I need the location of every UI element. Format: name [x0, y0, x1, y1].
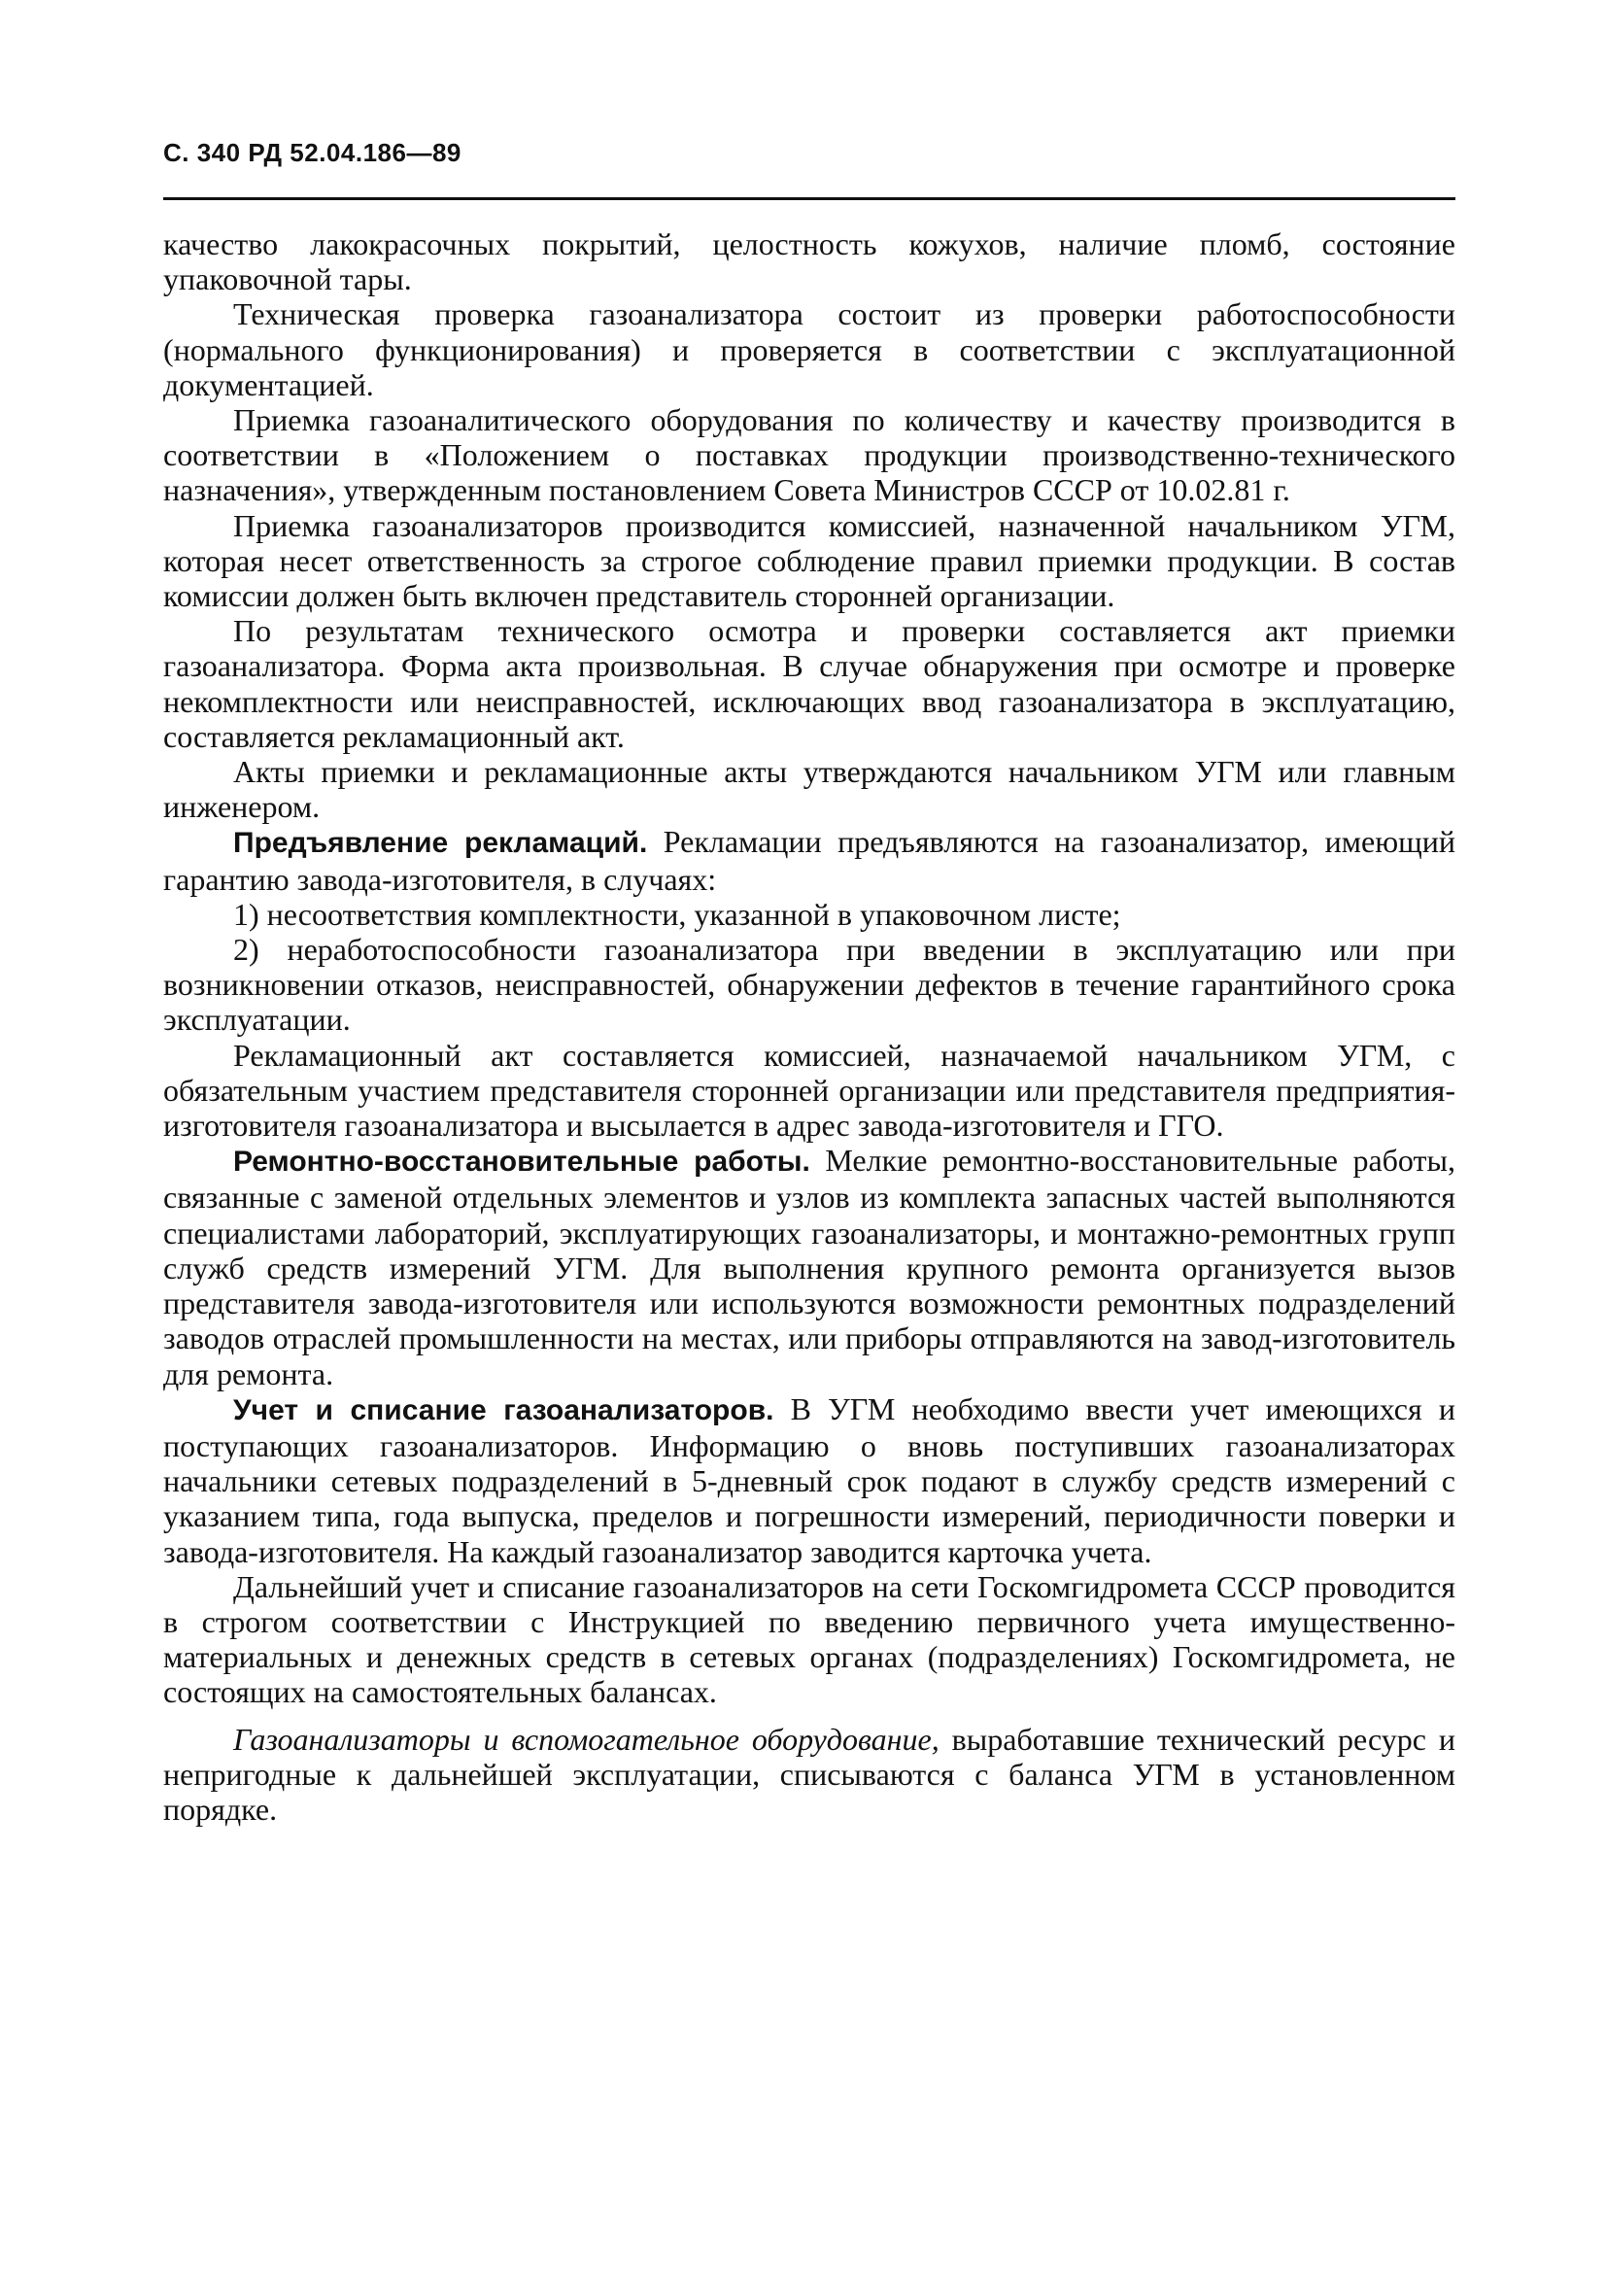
list-item-2 — [163, 932, 1455, 1038]
header-rule — [163, 197, 1455, 200]
paragraph-acceptance-equipment — [163, 402, 1455, 508]
running-head: С. 340 РД 52.04.186—89 — [163, 138, 461, 167]
paragraph-text: Приемка газоаналитического оборудования по количеству и качеству производится в соответствии в «Положением о поставках продукции производственно-технического назначения», утвержденным постановлением Совета Министров СССР от 10.02.81 г. — [163, 402, 1455, 508]
section-heading-claims: Предъявление рекламаций. — [233, 827, 648, 860]
list-item-1 — [163, 897, 1455, 932]
paragraph-text: Дальнейший учет и списание газоанализаторов на сети Госкомгидромета СССР проводится в строгом соответствии с Инструкцией по введению первичного учета имущественно-материальных и денежных средств в сетевых органах (подразделениях) Госкомгидромета, не состоящих на самостоятельных балансах. — [163, 1568, 1455, 1710]
paragraph-text: Рекламации предъявляются на газоанализатор, имеющий гарантию завода-изготовителя, в случаях: — [163, 824, 1455, 897]
paragraph-claim-act — [163, 1038, 1455, 1144]
list-item-text: 1) несоответствия комплектности, указанной в упаковочном листе; — [233, 896, 1121, 932]
paragraph-further-accounting — [163, 1569, 1455, 1710]
paragraph-claims — [163, 824, 1455, 896]
paragraph-repair — [163, 1143, 1455, 1390]
paragraph-text: Приемка газоанализаторов производится комиссией, назначенной начальником УГМ, которая несет ответственность за строгое соблюдение правил приемки продукции. В состав комиссии должен быть включен представитель сторонней организации. — [163, 507, 1455, 614]
paragraph-inspection-results — [163, 613, 1455, 754]
paragraph-text: качество лакокрасочных покрытий, целостность кожухов, наличие пломб, состояние упаковочной тары. — [163, 226, 1455, 297]
paragraph-write-off — [163, 1722, 1455, 1828]
list-item-text: 2) неработоспособности газоанализатора при введении в эксплуатацию или при возникновении отказов, неисправностей, обнаружении дефектов в течение гарантийного срока эксплуатации. — [163, 932, 1455, 1038]
paragraph-text: Техническая проверка газоанализатора состоит из проверки работоспособности (нормального функционирования) и проверяется в соответствии с эксплуатационной документацией. — [163, 296, 1455, 402]
paragraph-text: По результатам технического осмотра и проверки составляется акт приемки газоанализатора. Форма акта произвольная. В случае обнаружения при осмотре и проверке некомплектности или неисправностей, исключающих ввод газоанализатора в эксплуатацию, составляется рекламационный акт. — [163, 613, 1455, 754]
paragraph-text: Акты приемки и рекламационные акты утверждаются начальником УГМ или главным инженером. — [163, 754, 1455, 825]
italic-phrase: Газоанализаторы и вспомогательное оборудование, — [233, 1721, 940, 1757]
paragraph-accounting — [163, 1391, 1455, 1569]
paragraph-acceptance-commission — [163, 508, 1455, 614]
paragraph-text: В УГМ необходимо ввести учет имеющихся и поступающих газоанализаторов. Информацию о вновь поступивших газоанализаторах начальники сетевых подразделений в 5-дневный срок подают в службу средств измерений с указанием типа, года выпуска, пределов и погрешности измерений, периодичности поверки и завода-изготовителя. На каждый газоанализатор заводится карточка учета. — [163, 1390, 1456, 1569]
paragraph-text: выработавшие технический ресурс и непригодные к дальнейшей эксплуатации, списываются с баланса УГМ в установленном порядке. — [163, 1721, 1456, 1827]
paragraph-continuation — [163, 226, 1455, 296]
section-heading-repair: Ремонтно-восстановительные работы. — [233, 1146, 810, 1179]
paragraph-technical-check — [163, 296, 1455, 402]
paragraph-text: Мелкие ремонтно-восстановительные работы, связанные с заменой отдельных элементов и узлов из комплекта запасных частей выполняются специалистами лабораторий, эксплуатирующих газоанализаторы, и монтажно-ремонтных групп служб средств измерений УГМ. Для выполнения крупного ремонта организуется вызов представителя завода-изготовителя или используются возможности ремонтных подразделений заводов отраслей промышленности на местах, или приборы отправляются на завод-изготовитель для ремонта. — [163, 1143, 1455, 1391]
section-heading-accounting: Учет и списание газоанализаторов. — [233, 1393, 774, 1426]
body-text — [163, 226, 1455, 1827]
paragraph-text: Рекламационный акт составляется комиссией, назначаемой начальником УГМ, с обязательным участием представителя сторонней организации или представителя предприятия-изготовителя газоанализатора и высылается в адрес завода-изготовителя и ГГО. — [163, 1037, 1455, 1144]
paragraph-acts-approval — [163, 754, 1455, 824]
